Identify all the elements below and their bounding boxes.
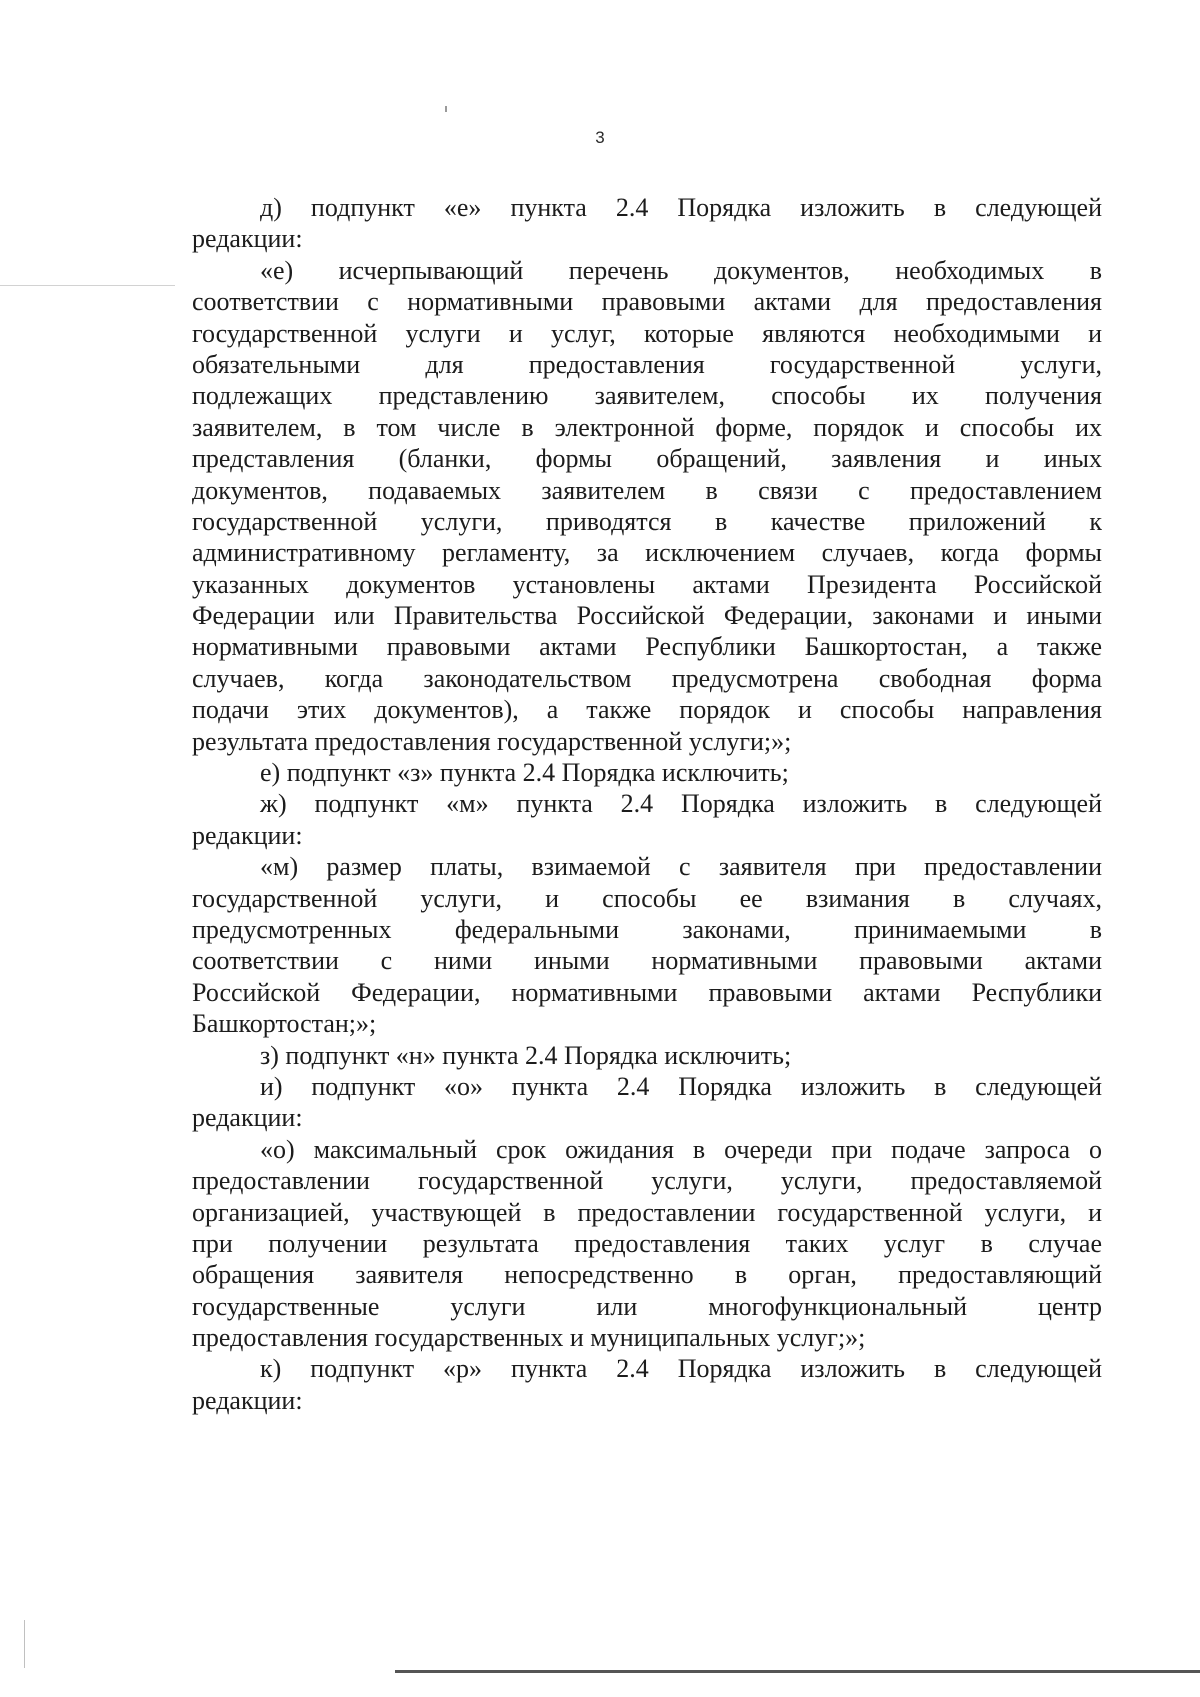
scan-edge-bottom <box>395 1670 1200 1673</box>
text-line: случаев, когда законодательством предусмотрена свободная форма <box>192 663 1102 693</box>
text-line: Российской Федерации, нормативными правовыми актами Республики <box>192 977 1102 1007</box>
text-line: «м) размер платы, взимаемой с заявителя при предоставлении <box>260 852 1102 882</box>
document-body <box>192 192 1102 1416</box>
text-line: подлежащих представлению заявителем, способы их получения <box>192 381 1102 411</box>
text-line: д) подпункт «е» пункта 2.4 Порядка изложить в следующей <box>260 193 1102 222</box>
text-line: и) подпункт «о» пункта 2.4 Порядка изложить в следующей <box>260 1071 1102 1101</box>
text-line: обязательными для предоставления государственной услуги, <box>192 349 1102 379</box>
scan-edge-left <box>24 1620 25 1668</box>
text-line: предоставлении государственной услуги, услуги, предоставляемой <box>192 1166 1102 1196</box>
text-line: редакции: <box>192 224 303 254</box>
text-line: государственной услуги, и способы ее взимания в случаях, <box>192 883 1102 913</box>
text-line: государственной услуги и услуг, которые являются необходимыми и <box>192 318 1102 348</box>
text-line: государственные услуги или многофункциональный центр <box>192 1291 1102 1321</box>
text-line: документов, подаваемых заявителем в связи с предоставлением <box>192 475 1102 505</box>
text-line: редакции: <box>192 820 303 850</box>
text-line: результата предоставления государственной услуги;»; <box>192 726 792 756</box>
text-line: нормативными правовыми актами Республики Башкортостан, а также <box>192 632 1102 662</box>
text-line: соответствии с нормативными правовыми актами для предоставления <box>192 287 1102 317</box>
text-line: «о) максимальный срок ожидания в очереди при подаче запроса о <box>260 1134 1102 1164</box>
text-line: заявителем, в том числе в электронной форме, порядок и способы их <box>192 412 1102 442</box>
text-line: предоставления государственных и муниципальных услуг;»; <box>192 1323 866 1353</box>
text-line: предусмотренных федеральными законами, принимаемыми в <box>192 914 1102 944</box>
text-line: организацией, участвующей в предоставлении государственной услуги, и <box>192 1197 1102 1227</box>
text-line: редакции: <box>192 1103 303 1133</box>
text-line: редакции: <box>192 1385 303 1415</box>
text-line: указанных документов установлены актами Президента Российской <box>192 569 1102 599</box>
text-line: ж) подпункт «м» пункта 2.4 Порядка изложить в следующей <box>260 789 1102 819</box>
text-line: соответствии с ними иными нормативными правовыми актами <box>192 946 1102 976</box>
text-line: административному регламенту, за исключением случаев, когда формы <box>192 538 1102 568</box>
text-line: з) подпункт «н» пункта 2.4 Порядка исключить; <box>260 1040 792 1070</box>
text-line: представления (бланки, формы обращений, заявления и иных <box>192 444 1102 474</box>
scan-speck <box>445 106 447 112</box>
page-number: 3 <box>595 128 605 147</box>
scan-artifact-line <box>0 285 175 286</box>
text-line: «е) исчерпывающий перечень документов, необходимых в <box>260 255 1102 285</box>
text-line: к) подпункт «р» пункта 2.4 Порядка изложить в следующей <box>260 1354 1102 1384</box>
text-line: государственной услуги, приводятся в качестве приложений к <box>192 506 1102 536</box>
text-line: Башкортостан;»; <box>192 1009 377 1039</box>
text-line: обращения заявителя непосредственно в орган, предоставляющий <box>192 1260 1102 1290</box>
text-line: Федерации или Правительства Российской Федерации, законами и иными <box>192 601 1102 631</box>
text-line: е) подпункт «з» пункта 2.4 Порядка исключить; <box>260 758 789 788</box>
text-line: при получении результата предоставления таких услуг в случае <box>192 1228 1102 1258</box>
text-line: подачи этих документов), а также порядок и способы направления <box>192 695 1102 725</box>
